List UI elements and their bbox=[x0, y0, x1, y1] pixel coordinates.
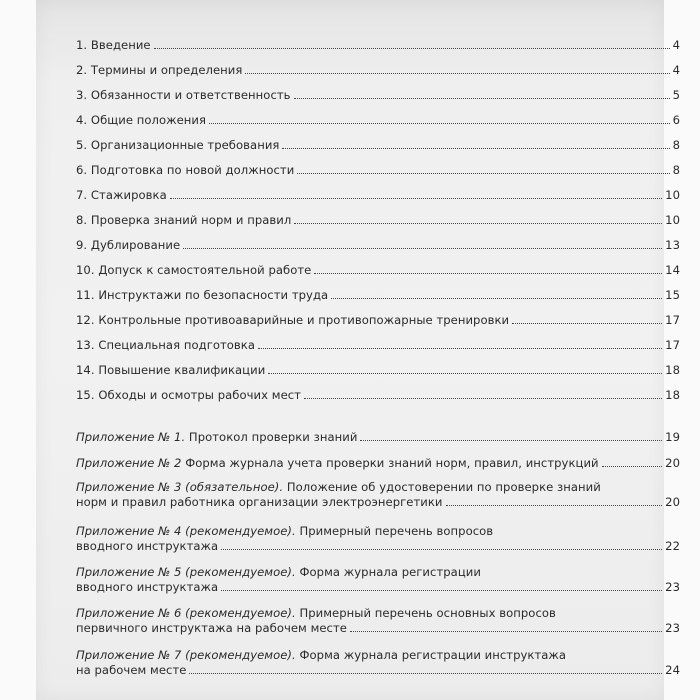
toc-entry-page: 10 bbox=[665, 188, 680, 202]
toc-entry[interactable] bbox=[76, 63, 680, 78]
appendix-page: 23 bbox=[665, 621, 680, 635]
toc-entry[interactable] bbox=[76, 388, 680, 403]
toc-entry[interactable] bbox=[76, 163, 680, 178]
leader-dots bbox=[189, 672, 662, 674]
toc-entry-page: 15 bbox=[665, 288, 680, 302]
appendix-entry[interactable] bbox=[76, 456, 680, 471]
toc-entry[interactable] bbox=[76, 313, 680, 328]
appendix-page: 20 bbox=[665, 456, 680, 470]
toc-entry-page: 4 bbox=[672, 63, 680, 77]
leader-dots bbox=[512, 322, 662, 324]
appendix-entry[interactable] bbox=[76, 524, 680, 554]
leader-dots bbox=[360, 439, 662, 441]
left-margin bbox=[0, 0, 36, 700]
appendix-page: 19 bbox=[665, 430, 680, 444]
toc-entry[interactable] bbox=[76, 263, 680, 278]
toc-entry[interactable] bbox=[76, 338, 680, 353]
leader-dots bbox=[221, 548, 662, 550]
leader-dots bbox=[602, 465, 663, 467]
appendix-entry[interactable] bbox=[76, 648, 680, 678]
toc-entry-title: 6. Подготовка по новой должности bbox=[76, 163, 295, 177]
toc-entry-page: 13 bbox=[665, 238, 680, 252]
appendix-title: Приложение № 6 (рекомендуемое). Примерный перечень основных вопросов bbox=[76, 606, 556, 620]
toc-entry-page: 18 bbox=[665, 388, 680, 402]
appendix-prefix: Приложение № 1. bbox=[76, 430, 186, 444]
toc-entry-page: 8 bbox=[672, 138, 680, 152]
toc-entry-title: 15. Обходы и осмотры рабочих мест bbox=[76, 388, 301, 402]
appendix-title: Приложение № 5 (рекомендуемое). Форма журнала регистрации bbox=[76, 565, 481, 579]
appendix-prefix: Приложение № 7 (рекомендуемое). bbox=[76, 648, 296, 662]
toc-entry-title: 9. Дублирование bbox=[76, 238, 181, 252]
appendix-entry[interactable] bbox=[76, 430, 680, 445]
leader-dots bbox=[170, 197, 662, 199]
toc-entry-page: 18 bbox=[665, 363, 680, 377]
toc-entry-page: 17 bbox=[665, 338, 680, 352]
toc-entry[interactable] bbox=[76, 363, 680, 378]
leader-dots bbox=[268, 372, 662, 374]
leader-dots bbox=[154, 47, 670, 49]
appendix-title-continued: вводного инструктажа bbox=[76, 580, 219, 594]
leader-dots bbox=[183, 247, 662, 249]
toc-entry[interactable] bbox=[76, 113, 680, 128]
toc-entry[interactable] bbox=[76, 38, 680, 53]
appendix-prefix: Приложение № 4 (рекомендуемое). bbox=[76, 524, 296, 538]
toc-entry[interactable] bbox=[76, 238, 680, 253]
toc-entry-page: 10 bbox=[665, 213, 680, 227]
appendix-page: 23 bbox=[665, 580, 680, 594]
leader-dots bbox=[221, 589, 662, 591]
appendix-page: 22 bbox=[665, 539, 680, 553]
appendix-title: Приложение № 7 (рекомендуемое). Форма журнала регистрации инструктажа bbox=[76, 648, 567, 662]
toc-entry-title: 10. Допуск к самостоятельной работе bbox=[76, 263, 312, 277]
toc-entry-page: 6 bbox=[672, 113, 680, 127]
toc-entry-title: 3. Обязанности и ответственность bbox=[76, 88, 291, 102]
toc-entry-title: 4. Общие положения bbox=[76, 113, 207, 127]
appendix-prefix: Приложение № 5 (рекомендуемое). bbox=[76, 565, 296, 579]
appendix-entry[interactable] bbox=[76, 606, 680, 636]
appendix-title-continued: первичного инструктажа на рабочем месте bbox=[76, 621, 347, 635]
toc-entry[interactable] bbox=[76, 213, 680, 228]
appendix-page: 24 bbox=[665, 663, 680, 677]
appendix-title: Приложение № 3 (обязательное). Положение об удостоверении по проверке знаний bbox=[76, 480, 601, 494]
leader-dots bbox=[245, 72, 669, 74]
leader-dots bbox=[209, 122, 670, 124]
appendix-entry[interactable] bbox=[76, 565, 680, 595]
toc-entry-page: 14 bbox=[665, 263, 680, 277]
toc-entry-title: 7. Стажировка bbox=[76, 188, 167, 202]
toc-entry-title: 14. Повышение квалификации bbox=[76, 363, 266, 377]
leader-dots bbox=[304, 397, 662, 399]
appendix-title-continued: вводного инструктажа bbox=[76, 539, 219, 553]
toc-entry-title: 5. Организационные требования bbox=[76, 138, 280, 152]
toc-entry-page: 4 bbox=[672, 38, 680, 52]
appendix-title: Приложение № 4 (рекомендуемое). Примерный перечень вопросов bbox=[76, 524, 494, 538]
toc-entry-title: 13. Специальная подготовка bbox=[76, 338, 256, 352]
appendix-title: Приложение № 2 Форма журнала учета проверки знаний норм, правил, инструкций bbox=[76, 456, 599, 470]
leader-dots bbox=[297, 172, 669, 174]
leader-dots bbox=[258, 347, 662, 349]
toc-entry[interactable] bbox=[76, 138, 680, 153]
appendix-title-continued: на рабочем месте bbox=[76, 663, 187, 677]
toc-entry-page: 17 bbox=[665, 313, 680, 327]
appendix-prefix: Приложение № 2 bbox=[76, 456, 182, 470]
toc-entry[interactable] bbox=[76, 88, 680, 103]
leader-dots bbox=[446, 504, 663, 506]
appendix-title: Приложение № 1. Протокол проверки знаний bbox=[76, 430, 358, 444]
leader-dots bbox=[350, 630, 662, 632]
leader-dots bbox=[294, 97, 670, 99]
appendix-prefix: Приложение № 6 (рекомендуемое). bbox=[76, 606, 296, 620]
toc-entry[interactable] bbox=[76, 288, 680, 303]
toc-entry-title: 12. Контрольные противоаварийные и противопожарные тренировки bbox=[76, 313, 510, 327]
toc-entry-title: 2. Термины и определения bbox=[76, 63, 243, 77]
leader-dots bbox=[331, 297, 662, 299]
toc-entry-page: 8 bbox=[672, 163, 680, 177]
toc-entry-title: 11. Инструктажи по безопасности труда bbox=[76, 288, 329, 302]
appendix-entry[interactable] bbox=[76, 480, 680, 510]
toc-entry-title: 8. Проверка знаний норм и правил bbox=[76, 213, 292, 227]
toc-entry[interactable] bbox=[76, 188, 680, 203]
appendix-page: 20 bbox=[665, 495, 680, 509]
book-page bbox=[36, 0, 680, 700]
leader-dots bbox=[314, 272, 662, 274]
leader-dots bbox=[294, 222, 662, 224]
toc-entry-title: 1. Введение bbox=[76, 38, 151, 52]
appendix-title-continued: норм и правил работника организации электроэнергетики bbox=[76, 495, 443, 509]
leader-dots bbox=[282, 147, 669, 149]
toc-entry-page: 5 bbox=[672, 88, 680, 102]
appendix-prefix: Приложение № 3 (обязательное). bbox=[76, 480, 284, 494]
